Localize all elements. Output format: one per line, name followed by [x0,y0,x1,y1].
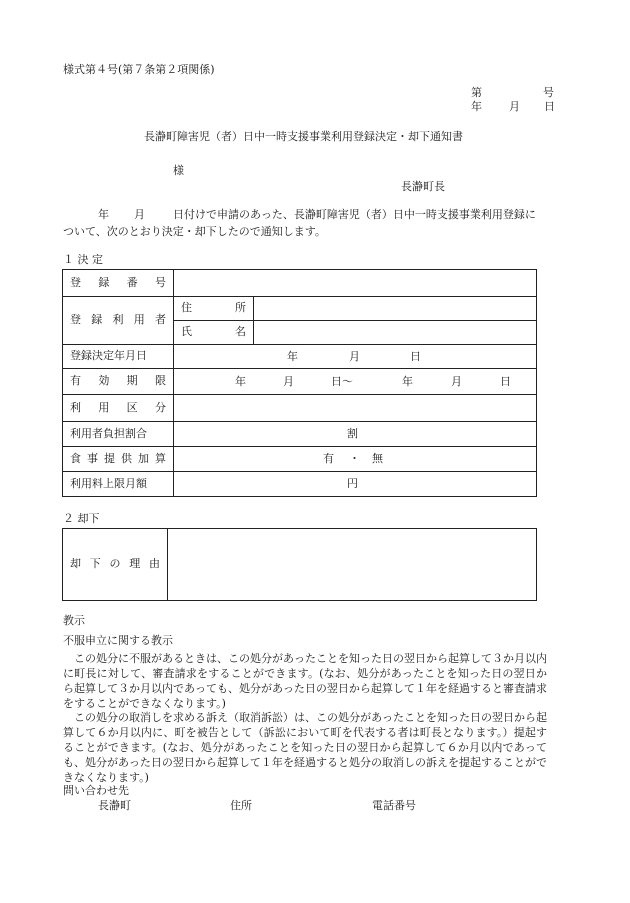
contact-phone-label: 電話番号 [372,799,416,812]
row-validity [63,369,537,395]
row-monthly-cap [63,472,537,497]
notice-paragraph-2: この処分の取消しを求める訴え（取消訴訟）は、この処分があったことを知った日の翌日から起算して６か月以内に、町を被告として（訴訟において町を代表する者は町長となります。）提起することができます。(なお、処分があったことを知った日の翌日から起算して６か月以内であっても、処分があった日の翌日から起算して１年を経過すると処分の取消しの訴えを提起することができなくなります。) [63,711,547,784]
row-usage-category [63,395,537,422]
meal-no-option[interactable]: 無 [372,452,383,465]
row-rejection-reason [63,529,537,601]
row-registration-number [63,270,537,297]
decision-date-year: 年 [287,349,298,363]
registration-number-field[interactable] [174,270,537,297]
meal-option-separator: ・ [349,452,360,465]
row-decision-date [63,345,537,369]
validity-end-year: 年 [402,374,413,388]
intro-month: 月 [134,208,145,221]
validity-label: 有 効 期 限 [63,369,174,395]
validity-start-month: 月 [283,374,294,388]
monthly-cap-label: 利用料上限月額 [63,472,174,497]
row-burden-ratio [63,422,537,447]
intro-year: 年 [98,208,109,221]
validity-end-month: 月 [451,374,462,388]
sender-mayor: 長瀞町長 [401,180,445,193]
burden-ratio-field[interactable] [174,422,537,447]
contact-heading: 問い合わせ先 [63,784,129,797]
decision-date-field[interactable] [174,345,537,369]
notice-paragraph-1: この処分に不服があるときは、この処分があったことを知った日の翌日から起算して３か月以内に町長に対して、審査請求をすることができます。(なお、処分があったことを知った日の翌日から起算して３か月以内であっても、処分があった日の翌日から起算して１年を経過すると審査請求をすることができなくなります。) [63,652,547,710]
registered-user-label: 登 録 利 用 者 [63,297,174,345]
contact-town: 長瀞町 [98,799,131,812]
addressee-sama: 様 [173,164,184,177]
page-title: 長瀞町障害児（者）日中一時支援事業利用登録決定・却下通知書 [144,130,463,143]
meal-addition-field[interactable] [174,447,537,472]
name-label: 氏 名 [174,321,254,345]
address-field[interactable] [254,297,537,321]
doc-date-month: 月 [509,100,520,113]
doc-date-day: 日 [544,100,555,113]
validity-end-day: 日 [500,374,511,388]
registration-number-label: 登 録 番 号 [63,270,174,297]
notice-heading: 教示 [63,614,85,627]
decision-date-month: 月 [349,349,360,363]
section-rejection-heading: ２ 却下 [63,512,100,525]
usage-category-field[interactable] [174,395,537,422]
doc-date-year: 年 [471,100,482,113]
intro-line1-text: 日付けで申請のあった、長瀞町障害児（者）日中一時支援事業利用登録に [173,208,536,221]
notice-body [63,652,547,786]
monthly-cap-field[interactable] [174,472,537,497]
rejection-reason-field[interactable] [168,529,537,601]
validity-start-year: 年 [235,374,246,388]
rejection-table [62,528,537,601]
address-label: 住 所 [174,297,254,321]
intro-line2: ついて、次のとおり決定・却下したので通知します。 [63,225,326,238]
doc-number-suffix: 号 [543,86,554,99]
monthly-cap-unit: 円 [347,477,358,490]
decision-date-day: 日 [410,349,421,363]
rejection-reason-label: 却 下 の 理 由 [63,529,168,601]
decision-date-label: 登録決定年月日 [63,345,174,369]
meal-yes-option[interactable]: 有 [323,452,334,465]
section-decision-heading: １ 決 定 [63,253,103,266]
row-user-address [63,297,537,321]
burden-ratio-label: 利用者負担割合 [63,422,174,447]
validity-field[interactable] [174,369,537,395]
row-meal-addition [63,447,537,472]
form-number: 様式第４号(第７条第２項関係) [63,63,215,76]
usage-category-label: 利 用 区 分 [63,395,174,422]
name-field[interactable] [254,321,537,345]
contact-address-label: 住所 [230,799,252,812]
decision-table [62,269,537,497]
burden-ratio-unit: 割 [347,427,358,440]
notice-subheading: 不服申立に関する教示 [63,634,173,647]
validity-start-day: 日～ [331,374,353,388]
doc-number-prefix: 第 [471,86,482,99]
meal-addition-label: 食 事 提 供 加 算 [63,447,174,472]
